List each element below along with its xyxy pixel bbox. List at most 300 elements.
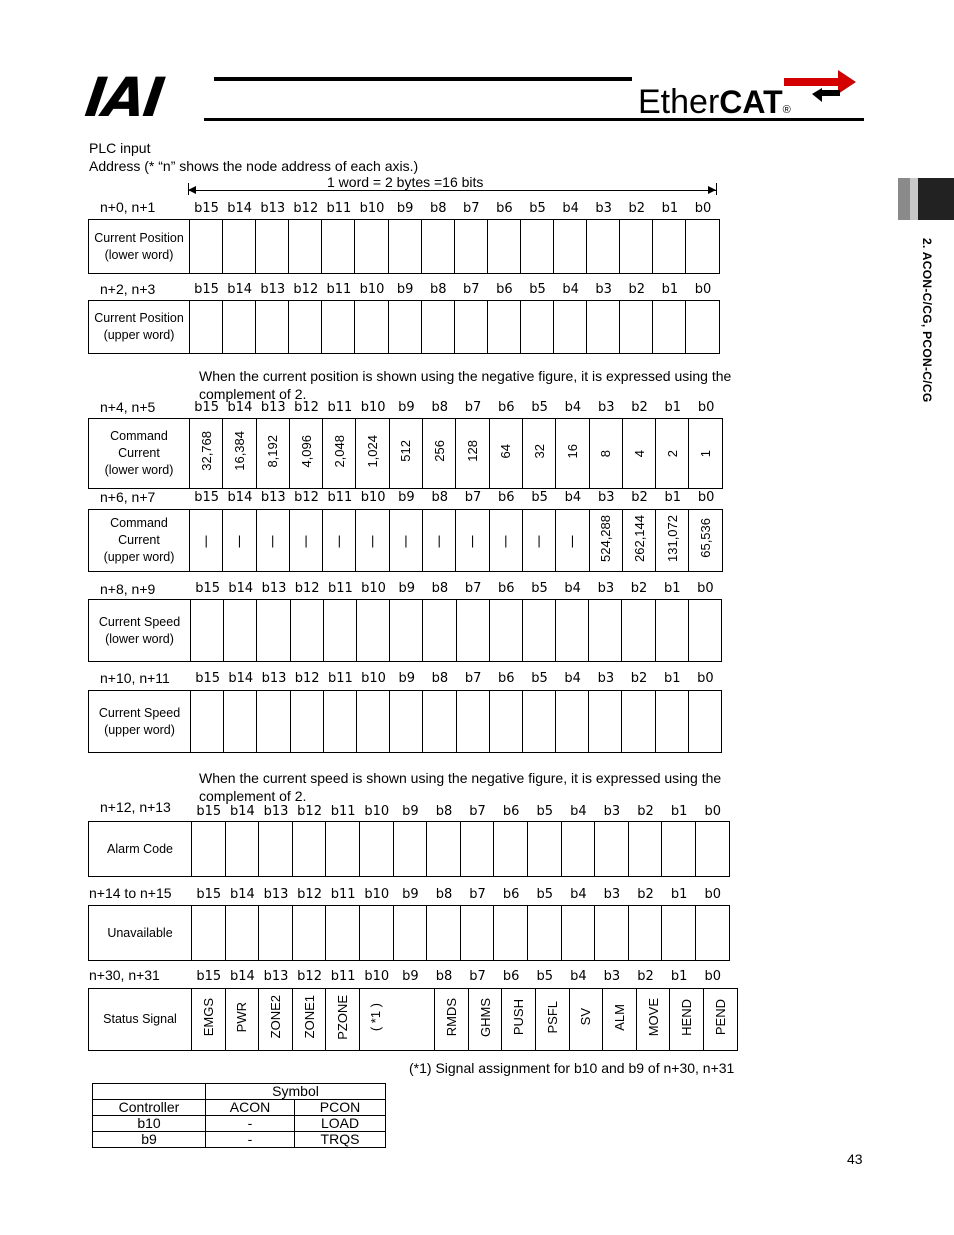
bit-label: b7 [464,400,482,415]
bit-label: b10 [359,201,385,216]
register-label: Current Speed (lower word) [89,600,191,662]
bit-cell [688,600,721,662]
bit-label: b12 [293,282,319,297]
bit-label: b10 [361,671,386,686]
col-acon: ACON [206,1100,295,1116]
bit-label: b13 [263,804,289,819]
bit-cell [695,822,729,877]
bit-label: b0 [697,581,714,596]
bit-cell-value: 256 [431,440,447,462]
bit-cell [556,419,589,489]
register-table [88,988,738,1051]
bit-cell [326,822,360,877]
bit-label: b10 [364,887,390,902]
bit-label: b8 [431,671,449,686]
symbol-header: Symbol [206,1084,386,1100]
bit-cell-value: ZONE2 [267,995,283,1039]
bit-label: b12 [294,400,319,415]
bit-cell [323,419,356,489]
bit-cell [224,600,257,662]
bit-cell [460,906,494,961]
bit-label: b10 [361,581,386,596]
register-table [88,690,722,753]
registered-mark: ® [782,104,791,116]
bit-cell-value: 4 [631,450,647,458]
bit-cell [502,989,536,1051]
bit-cell [225,822,259,877]
bit-cell-value: | [470,532,475,548]
bit-cell [489,510,522,572]
bit-header-row [190,400,723,415]
span-tick-right [716,183,717,195]
bit-label: b11 [330,887,356,902]
bit-cell-value: ( *1 ) [367,1002,383,1032]
negative-speed-note: When the current speed is shown using the negative figure, it is expressed using the complement of 2. [199,770,722,804]
bit-cell [191,600,224,662]
bit-cell [322,220,355,274]
bit-cell [622,510,655,572]
bit-cell-value: 32 [531,443,547,459]
bit-label: b6 [498,490,515,505]
bit-label: b1 [664,400,682,415]
bit-cell [257,600,290,662]
row-b9-pcon: TRQS [295,1132,386,1148]
bit-cell-value: 131,072 [664,514,680,562]
bit-label: b15 [196,887,222,902]
bit-label: b2 [637,969,654,984]
bit-label: b4 [570,804,587,819]
bit-cell [520,220,553,274]
bit-label: b7 [464,671,482,686]
bit-cell [326,906,360,961]
bit-cell [292,906,326,961]
register-address: n+10, n+11 [100,670,170,686]
bit-cell [489,419,522,489]
bit-label: b7 [469,887,486,902]
bit-cell [603,989,637,1051]
bit-label: b6 [502,804,520,819]
bit-label: b5 [536,969,553,984]
bit-label: b1 [670,804,688,819]
bit-cell-value: 64 [498,443,514,459]
bit-cell-value: | [337,532,342,548]
register-table [88,599,722,662]
bit-cell [589,419,622,489]
bit-cell-value: | [404,532,408,548]
signal-assignment-note: (*1) Signal assignment for b10 and b9 of n+30, n+31 [409,1060,735,1076]
bit-cell [522,510,555,572]
bit-label: b8 [429,201,447,216]
bit-cell [695,906,729,961]
bit-label: b3 [597,581,615,596]
bit-cell-value: MOVE [645,997,661,1037]
bit-cell [522,419,555,489]
bit-cell-value: PSFL [544,1000,560,1034]
bit-label: b0 [694,201,712,216]
bit-cell-value: | [271,532,275,548]
bit-label: b5 [531,581,548,596]
bit-cell [191,691,224,753]
bit-cell [393,822,427,877]
bit-label: b15 [194,282,219,297]
bit-cell [192,822,226,877]
bit-label: b0 [704,887,721,902]
bit-cell [628,822,662,877]
register-label: Current Position (lower word) [89,220,190,274]
bit-cell [390,600,423,662]
bit-cell-value: 524,288 [598,514,614,562]
bit-cell [686,301,719,354]
bit-label: b7 [469,804,486,819]
bit-cell-value: HEND [679,998,695,1036]
bit-label: b2 [630,671,648,686]
bit-cell [323,510,356,572]
bit-label: b3 [597,490,615,505]
bit-label: b12 [297,969,322,984]
bit-cell [554,220,587,274]
bit-cell-value: PEND [712,998,728,1036]
bit-label: b6 [496,282,513,297]
bit-cell [359,822,393,877]
bit-label: b8 [431,490,448,505]
bit-cell [595,906,629,961]
bit-cell [388,301,421,354]
bit-cell [356,419,389,489]
bit-cell [256,419,289,489]
bit-cell [628,906,662,961]
ethercat-logo-cat: CAT [719,84,783,120]
word-size-note: 1 word = 2 bytes =16 bits [327,174,484,190]
bit-cell [522,691,555,753]
bit-cell [662,822,696,877]
bit-cell [225,906,259,961]
bit-label: b14 [229,887,255,902]
bit-cell [489,691,522,753]
arrow-left-icon [188,186,196,194]
bit-label: b4 [570,887,587,902]
bit-cell [703,989,737,1051]
bit-label: b3 [603,969,621,984]
bit-cell [190,510,223,572]
bit-label: b8 [435,887,453,902]
bit-header-row [190,490,723,505]
bit-label: b5 [536,804,553,819]
row-b10-pcon: LOAD [295,1116,386,1132]
bit-cell [535,989,569,1051]
bit-header-row [191,671,722,686]
bit-label: b5 [529,282,546,297]
bit-label: b11 [330,969,356,984]
bit-cell [355,220,388,274]
bit-cell [622,419,655,489]
bit-cell-value: | [237,532,242,548]
bit-cell [435,989,469,1051]
bit-cell-value: 16 [564,443,580,459]
bit-cell [389,510,422,572]
bit-label: b9 [398,671,415,686]
bit-label: b12 [293,201,319,216]
register-label: Current Position (upper word) [89,301,190,354]
bit-cell [487,301,520,354]
bit-cell-value: 1 [698,450,714,458]
register-label: Unavailable [89,906,192,961]
header-rule-top [214,77,632,81]
bit-cell [421,301,454,354]
bit-cell-value: RMDS [443,997,459,1037]
row-b9-acon: - [206,1132,295,1148]
bit-label: b9 [398,581,415,596]
bit-cell [620,301,653,354]
bit-cell [259,989,293,1051]
register-table [88,219,720,274]
bit-label: b0 [697,400,715,415]
bit-label: b6 [502,969,520,984]
bit-label: b14 [227,400,253,415]
bit-header-row [192,887,730,902]
bit-cell [427,822,461,877]
bit-header-row [191,581,722,596]
bit-cell [454,301,487,354]
bit-label: b1 [670,969,688,984]
bit-label: b2 [630,581,648,596]
bit-cell [622,600,655,662]
bit-label: b1 [661,201,679,216]
bit-label: b14 [229,804,255,819]
bit-label: b9 [402,804,419,819]
bit-label: b10 [360,400,386,415]
bit-cell [622,691,655,753]
bit-cell [587,301,620,354]
bit-label: b12 [294,490,319,505]
bit-cell-value: 4,096 [298,434,314,468]
bit-label: b12 [297,804,322,819]
bit-label: b1 [663,671,681,686]
bit-cell [257,691,290,753]
bit-cell-value: PWR [234,1001,250,1033]
symbol-corner [93,1084,206,1100]
register-address: n+4, n+5 [100,399,156,415]
bit-cell [454,220,487,274]
register-address: n+14 to n+15 [89,885,172,901]
bit-label: b10 [364,804,390,819]
bit-cell [290,691,323,753]
register-label: Alarm Code [89,822,192,877]
bit-cell [289,419,322,489]
bit-cell [423,600,456,662]
bit-label: b12 [294,581,320,596]
plc-input-title: PLC input [89,140,151,156]
side-tab-dark [918,178,954,220]
bit-label: b2 [628,282,646,297]
bit-cell [686,220,719,274]
bit-cell [589,510,622,572]
bit-label: b7 [469,969,486,984]
bit-label: b3 [595,282,612,297]
bit-label: b8 [429,282,447,297]
bit-cell-value: 512 [398,440,414,462]
bit-cell [356,510,389,572]
bit-cell [259,906,293,961]
bit-cell-value: ZONE1 [301,995,317,1039]
bit-cell [688,691,721,753]
bit-cell [259,822,293,877]
address-note: Address (* “n” shows the node address of each axis.) [89,158,419,174]
side-tab-label: 2. ACON-C/CG, PCON-C/CG [920,238,934,403]
register-address: n+2, n+3 [100,281,156,297]
bit-cell [527,906,561,961]
bit-label: b8 [435,804,453,819]
bit-cell [192,906,226,961]
bit-cell [359,906,393,961]
bit-label: b13 [261,671,287,686]
bit-label: b4 [564,671,581,686]
bit-label: b5 [531,671,548,686]
ethercat-logo-ether: Ether [638,83,720,121]
bit-cell-value: | [537,532,541,548]
register-table [88,418,723,489]
bit-label: b12 [297,887,322,902]
iai-logo: IAI [81,66,167,129]
bit-label: b6 [498,581,515,596]
bit-cell [322,301,355,354]
bit-label: b6 [498,671,515,686]
bit-cell-value: GHMS [477,997,493,1037]
bit-label: b13 [260,400,286,415]
bit-cell-value: 1,024 [365,434,381,468]
bit-cell-value: PZONE [335,994,351,1040]
bit-label: b14 [228,581,254,596]
bit-label: b11 [326,201,352,216]
bit-cell [460,822,494,877]
bit-cell [323,691,356,753]
bit-cell [256,510,289,572]
bit-label: b13 [260,490,286,505]
bit-cell [456,510,489,572]
bit-cell [561,822,595,877]
bit-label: b2 [631,490,648,505]
bit-cell [356,691,389,753]
register-address: n+12, n+13 [100,799,171,815]
bit-cell [569,989,603,1051]
register-table [88,509,723,572]
bit-label: b0 [697,671,714,686]
bit-cell [456,600,489,662]
bit-cell [388,220,421,274]
bit-cell [589,600,622,662]
bit-label: b6 [496,201,513,216]
bit-cell [489,600,522,662]
bit-cell [487,220,520,274]
bit-label: b5 [531,400,548,415]
bit-header-row [190,282,720,297]
bit-cell [190,419,223,489]
bit-cell-value: 32,768 [198,431,214,471]
bit-label: b3 [603,887,621,902]
bit-cell [561,906,595,961]
bit-cell [323,600,356,662]
bit-cell-value: | [370,532,375,548]
bit-cell [223,220,256,274]
bit-label: b13 [260,201,286,216]
bit-label: b0 [704,969,721,984]
register-address: n+8, n+9 [100,581,156,597]
bit-label: b4 [562,201,579,216]
ethercat-arrow-icon [782,66,858,102]
bit-label: b7 [464,581,482,596]
bit-label: b15 [194,201,219,216]
bit-cell-value: 2,048 [331,434,347,468]
bit-label: b11 [327,671,353,686]
bit-label: b0 [694,282,712,297]
bit-cell [390,691,423,753]
bit-cell [289,301,322,354]
bit-cell-value: | [570,532,575,548]
bit-label: b14 [227,282,253,297]
bit-cell [689,419,722,489]
bit-label: b10 [364,969,390,984]
bit-label: b7 [463,282,480,297]
bit-label: b5 [529,201,546,216]
bit-cell-value: ALM [611,1003,627,1031]
bit-cell [656,419,689,489]
bit-cell [290,600,323,662]
bit-label: b0 [697,490,715,505]
bit-cell [389,419,422,489]
bit-label: b4 [564,490,582,505]
bit-cell-value: 262,144 [631,514,647,562]
bit-cell-value: SV [578,1008,594,1026]
bit-label: b13 [261,581,287,596]
bit-label: b7 [463,201,480,216]
bit-label: b4 [564,400,582,415]
bit-cell [456,691,489,753]
side-tab-light [910,178,918,220]
register-address: n+0, n+1 [100,199,156,215]
negative-position-note: When the current position is shown using the negative figure, it is expressed using the complement of 2. [199,368,732,402]
bit-cell-value: 8,192 [265,434,281,468]
row-b10-name: b10 [93,1116,206,1132]
bit-cell-value: | [504,532,508,548]
bit-label: b1 [661,282,679,297]
bit-cell [224,691,257,753]
bit-cell [620,220,653,274]
bit-label: b3 [597,671,615,686]
bit-label: b15 [195,671,220,686]
bit-label: b14 [228,671,254,686]
bit-cell [423,510,456,572]
bit-cell [662,906,696,961]
bit-label: b1 [670,887,688,902]
bit-label: b8 [435,969,453,984]
col-pcon: PCON [295,1100,386,1116]
bit-label: b9 [396,282,414,297]
bit-header-row [190,201,720,216]
bit-cell [393,906,427,961]
bit-cell [670,989,704,1051]
bit-cell [587,220,620,274]
bit-label: b3 [595,201,612,216]
bit-header-row [192,969,730,984]
register-address: n+6, n+7 [100,489,156,505]
bit-label: b6 [498,400,515,415]
bit-label: b14 [227,201,253,216]
bit-label: b9 [398,400,415,415]
bit-cell [522,600,555,662]
bit-cell [494,906,528,961]
word-span-line [188,190,716,191]
bit-cell [556,510,589,572]
register-table [88,821,730,877]
